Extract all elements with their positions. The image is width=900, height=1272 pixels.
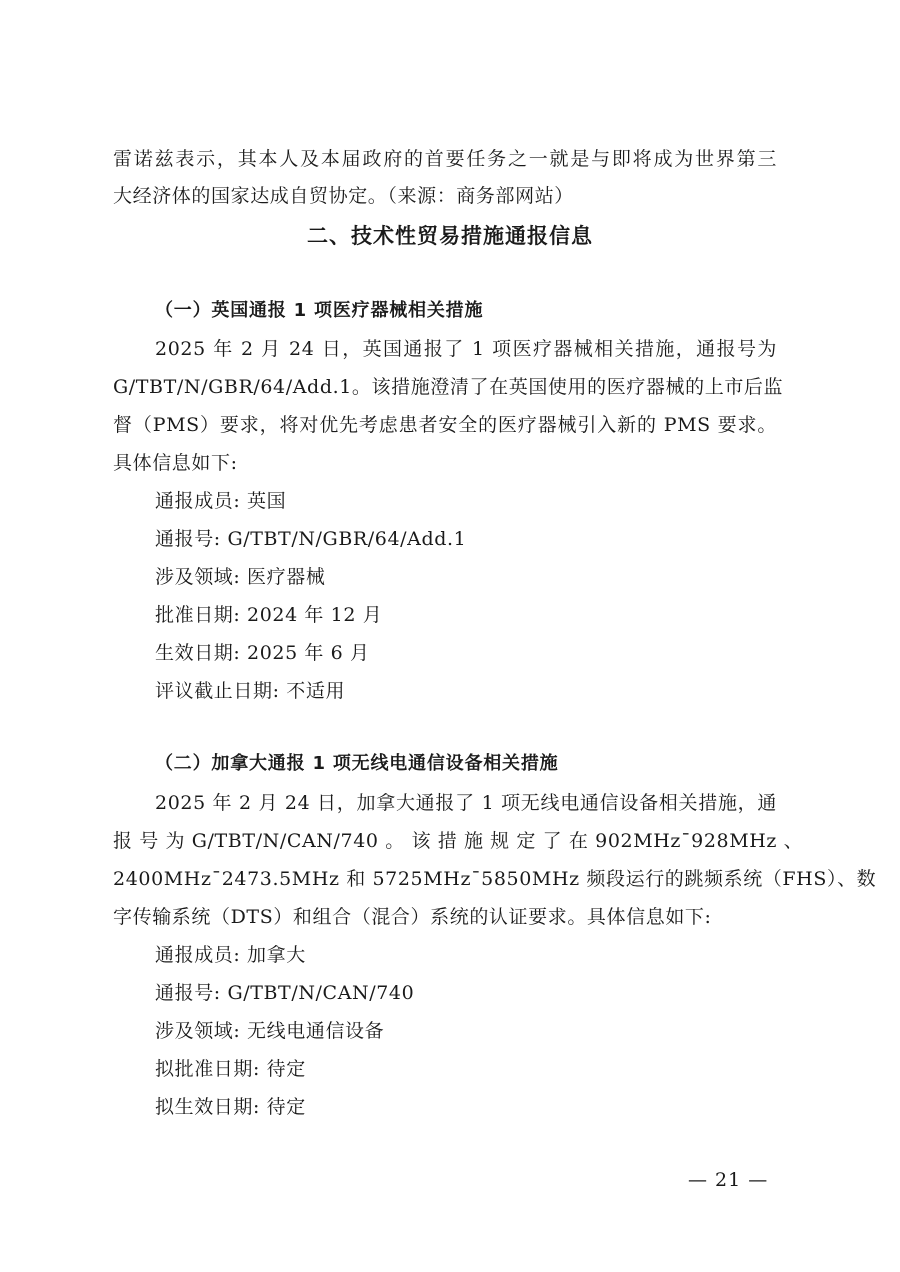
item2-body-line-4: 字传输系统（DTS）和组合（混合）系统的认证要求。具体信息如下: [113,906,712,928]
item2-detail-approval-date: 拟批准日期: 待定 [155,1058,306,1080]
item2-detail-member: 通报成员: 加拿大 [155,944,306,966]
item1-body-line-4: 具体信息如下: [113,452,238,474]
item1-heading: （一）英国通报 1 项医疗器械相关措施 [155,300,484,321]
intro-line-2: 大经济体的国家达成自贸协定。（来源：商务部网站） [113,185,574,207]
item2-body-line-2: 报 号 为 G/TBT/N/CAN/740 。 该 措 施 规 定 了 在 902MHz¯928MHz 、 [113,830,804,852]
item1-detail-field: 涉及领域: 医疗器械 [155,566,326,588]
item1-body-line-2: G/TBT/N/GBR/64/Add.1。该措施澄清了在英国使用的医疗器械的上市后监 [113,376,784,398]
item2-heading: （二）加拿大通报 1 项无线电通信设备相关措施 [155,753,559,774]
item1-body-line-3: 督（PMS）要求，将对优先考虑患者安全的医疗器械引入新的 PMS 要求。 [113,414,777,436]
intro-line-1: 雷诺兹表示，其本人及本届政府的首要任务之一就是与即将成为世界第三 [113,148,777,170]
item1-detail-effective-date: 生效日期: 2025 年 6 月 [155,642,370,664]
item1-detail-member: 通报成员: 英国 [155,490,287,512]
item2-body-line-3: 2400MHz¯2473.5MHz 和 5725MHz¯5850MHz 频段运行的跳频系统（FHS）、数 [113,868,877,890]
item2-detail-effective-date: 拟生效日期: 待定 [155,1096,306,1118]
item2-detail-field: 涉及领域: 无线电通信设备 [155,1020,385,1042]
item1-body-line-1: 2025 年 2 月 24 日，英国通报了 1 项医疗器械相关措施，通报号为 [155,338,777,360]
item1-detail-approval-date: 批准日期: 2024 年 12 月 [155,604,383,626]
item1-detail-comment-deadline: 评议截止日期: 不适用 [155,680,346,702]
item2-body-line-1: 2025 年 2 月 24 日，加拿大通报了 1 项无线电通信设备相关措施，通 [155,792,777,814]
section-title: 二、技术性贸易措施通报信息 [307,224,593,248]
page-number: — 21 — [688,1169,769,1191]
item2-detail-number: 通报号: G/TBT/N/CAN/740 [155,982,415,1004]
item1-detail-number: 通报号: G/TBT/N/GBR/64/Add.1 [155,528,467,550]
